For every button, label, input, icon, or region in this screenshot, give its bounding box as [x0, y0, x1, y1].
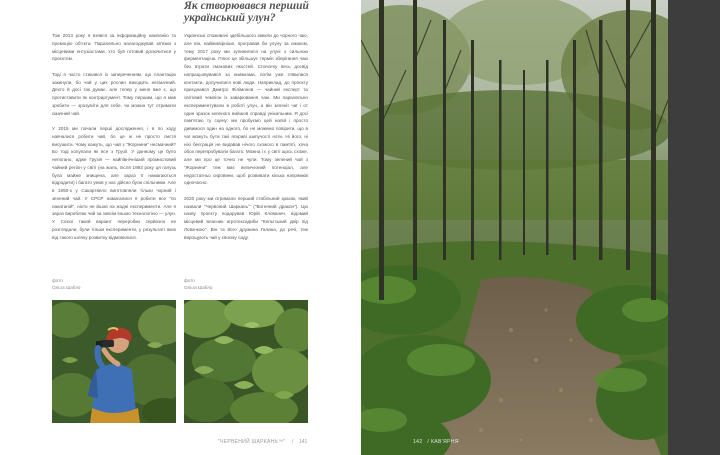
paragraph: Тож 2013 року я взявся за інформаційну кампанію та промоцію об'єкта. Паралельно налагоджував зв'язки з місцевими ентузіастами, хто був готовий долючитися у проєктом.	[52, 33, 176, 62]
footer-running-title: "ЧЕРВЕНИЙ ШАРКАНЬ™"	[218, 439, 286, 445]
text-column-2	[184, 32, 308, 249]
footer-separator: /	[427, 439, 430, 445]
section-name: КАВ'ЯРНЯ	[430, 439, 459, 445]
page-number-right: 142	[413, 439, 423, 445]
photo-tea-bushes	[184, 300, 308, 423]
paragraph: Тоді я часто стикався із запереченням, що плантацію закинули, бо чай у цих рослин виходить несмачний. Дехто й досі так думає, але тепер у мене вже є, що протиставити як контраргумент. Тому першим, що я мав зробити — зрозуміти для себе, чи можна тут отримати смачний чай.	[52, 71, 176, 116]
footer-separator: /	[292, 439, 294, 445]
photo-credit-author: Ольга Шабло	[52, 285, 81, 290]
photo-credit-1	[52, 277, 80, 291]
paragraph: У 2015 ми почали перші дослідження, і в по ходу навчалися робити чай, бо це ж не просто листя висушити. Чому кажуть, що чай з "Жорнини" несмачний? Бо тоді колупали як все з Грузії. У данному це було непогано, адже Грузія — найпівнічніший промисловий чайний регіон у світі (на жаль, після 1993 року ця галузь була майже знищена, але зараз її намагаються відродити) і багато умов у нас дійсно були спільними. Але в 1950-х у Сакартвело виготовляли тільки чорний і зелений чай. У СРСР намагалися я робити все "по накатаній", ніхто не йшов на жодні експерименти. Але я зараз виробляю чай за зовсім іншою технологією — улун. У Союзі такий варіант переробки серйозно не розглядали, були тільки експерименти, у результаті яких від такого шляху розвитку відмовилися.	[52, 126, 176, 240]
photo-credit-2	[184, 277, 212, 291]
right-page-forest-photo	[361, 0, 668, 455]
viewer-background	[668, 0, 720, 455]
paragraph: Українські споживачі здебільшого звикли до чорного чаю, але він, найімовірніше, програвав би улуну за смаком, тому 2017 року ми зупинилися на улуні з сильною ферментацією. Плюс це збільшує термін зберігання чаю без втрати смакових якостей. Спочатку весь досвід напрацьовувався за книжками, потім уже з'явилися контакти, долучилися нові люди. Наприклад, до проєкту приєднався Дмитро Філімонов — чайний експерт та світовий чемпіон із заварювання чаю. Ми паралельно експериментували в роботі улун, а він зеленії чаї і от один зразок зеленого вийшов справді унікальним. Я досі пам'ятаю ту сцену: ми пробуємо цей напій і просто дивимося один на одного, бо не можемо повірити, що в чаї можуть бути такі яскраві шипучості ноти. Ні його, ні ніхі беєграція не видавав нічого схожого в пам'яті, хоча обох перепробували багато. Можна і є у світі щось схоже, але ми про це точно не чули. Тому зелений чай з "Жорнини" теж має величезний потенціал, але недостатньо сировини, щоб розвивати кілька напрямків одночасно.	[184, 33, 308, 186]
article-title: Як створювався перший український улун?	[184, 0, 309, 24]
page-number-left: 141	[299, 439, 308, 445]
photo-woman-with-binoculars	[52, 300, 176, 423]
photo-credit-label: фото	[184, 278, 195, 283]
photo-credit-label: фото	[52, 278, 63, 283]
text-column-1	[52, 32, 176, 249]
right-page-footer	[413, 439, 459, 445]
forest-photo	[361, 0, 668, 455]
photo-credit-author: Ольга Шабло	[184, 285, 213, 290]
paragraph: 2020 року ми отримали перший стабільний зразок, який назвали "Червоний Шарканьʼ" ("Вогняний дракон"). Цю назву проєкту подарував Юрій Клованич, відомий місцевий власник агротехсадиби "Кельтський двір під Ловачкою". Він та його дружина Галина, до речі, теж вирощують чай у своєму саду.	[184, 195, 308, 240]
